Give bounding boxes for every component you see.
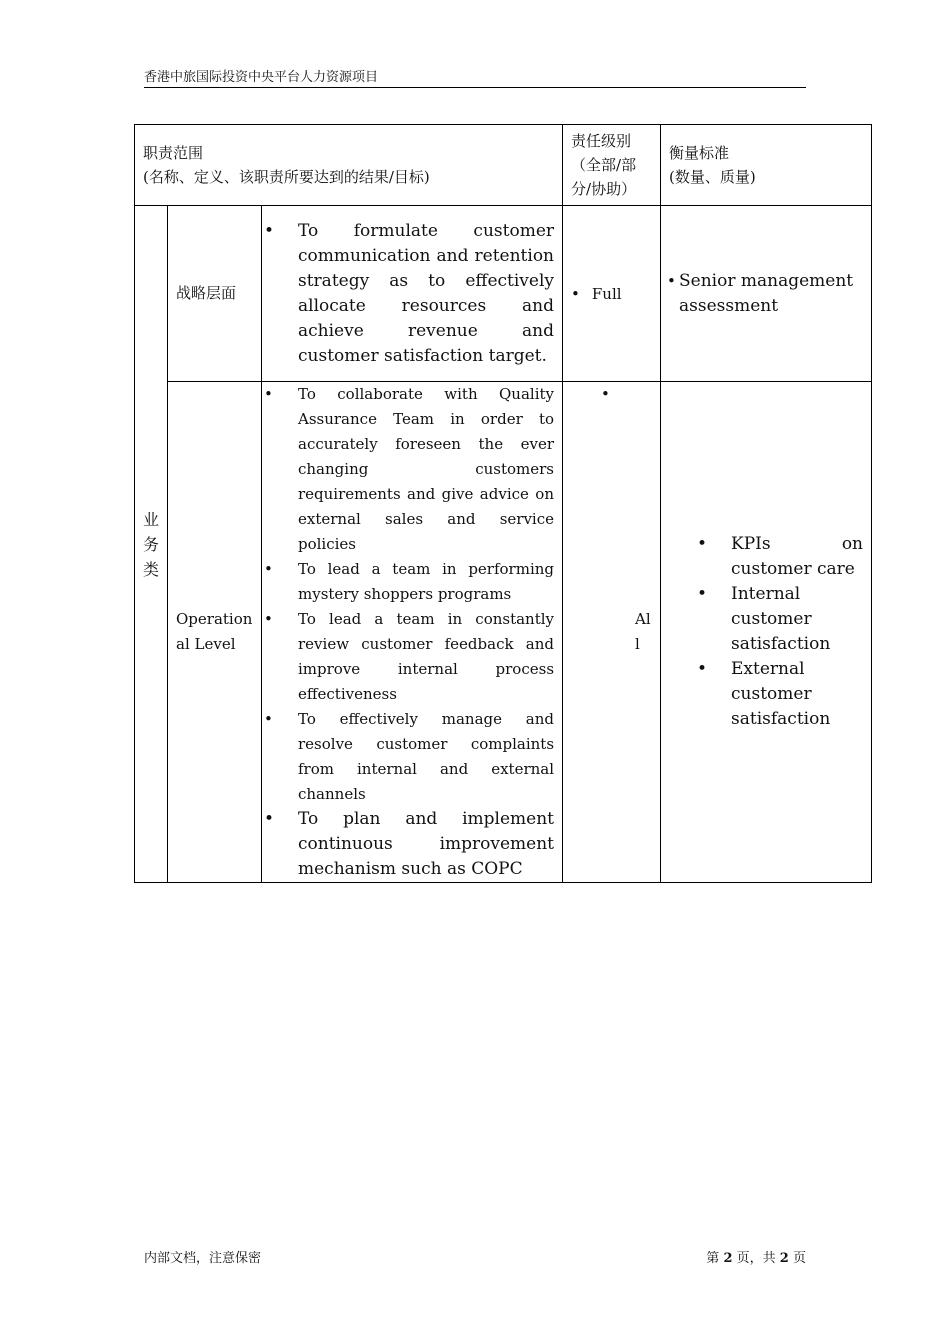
level-cell — [563, 382, 661, 883]
subcategory-label: 战略层面 — [176, 284, 237, 302]
level-header-line3: 分/协助） — [571, 180, 637, 198]
confidential-notice: 内部文档，注意保密 — [144, 1251, 262, 1266]
duties-list — [262, 382, 562, 882]
scope-header — [135, 125, 563, 206]
category-cell — [135, 206, 168, 883]
table-row — [135, 206, 872, 382]
criteria-header-title: 衡量标准 — [669, 144, 730, 162]
duties-cell — [262, 206, 563, 382]
page-header — [144, 66, 806, 88]
list-item: • To formulate customer communication and retention strategy as to effectively allocate resources and achieve revenue and customer satisfaction target. — [298, 219, 554, 369]
duties-list — [262, 219, 562, 369]
subcategory-strategic — [168, 206, 262, 382]
level-value: All — [635, 610, 651, 653]
page-number — [706, 1247, 806, 1266]
subcategory-operational — [168, 382, 262, 883]
bullet-icon: • — [601, 385, 610, 403]
list-item: • To collaborate with Quality Assurance Team in order to accurately foreseen the ever changing customers requirements and give advice on external sales and service policies — [298, 382, 554, 557]
bullet-icon: • — [571, 284, 580, 303]
list-item: • KPIs on customer care — [731, 532, 863, 582]
scope-header-title: 职责范围 — [143, 144, 204, 162]
criteria-header — [661, 125, 872, 206]
page-suffix: 页 — [792, 1251, 806, 1266]
table-header-row — [135, 125, 872, 206]
page-current: 2 — [723, 1251, 733, 1266]
level-value: Full — [591, 284, 622, 303]
list-item: • To lead a team in constantly review customer feedback and improve internal process effectiveness — [298, 607, 554, 707]
page-total: 2 — [779, 1251, 789, 1266]
list-item: • To lead a team in performing mystery shoppers programs — [298, 557, 554, 607]
level-header — [563, 125, 661, 206]
scope-header-subtitle: (名称、定义、该职责所要达到的结果/目标) — [143, 168, 430, 186]
category-char: 类 — [142, 559, 159, 579]
page-prefix: 第 — [706, 1251, 720, 1266]
list-item: • To plan and implement continuous improvement mechanism such as COPC — [298, 807, 554, 882]
list-item: • External customer satisfaction — [731, 657, 863, 732]
page-mid: 页，共 — [736, 1251, 776, 1266]
criteria-cell — [661, 382, 872, 883]
footer-confidential — [144, 1247, 261, 1266]
level-header-line2: （全部/部 — [571, 156, 637, 174]
level-header-line1: 责任级别 — [571, 132, 632, 150]
table-row — [135, 382, 872, 883]
duties-cell — [262, 382, 563, 883]
level-cell — [563, 206, 661, 382]
list-item: • To effectively manage and resolve customer complaints from internal and external channels — [298, 707, 554, 807]
category-char: 业 — [142, 509, 159, 529]
criteria-list — [661, 532, 871, 732]
list-item: • Internal customer satisfaction — [731, 582, 863, 657]
list-item: • Senior management assessment — [667, 269, 871, 319]
criteria-header-subtitle: (数量、质量) — [669, 168, 756, 186]
header-title: 香港中旅国际投资中央平台人力资源项目 — [144, 70, 379, 85]
responsibility-table — [134, 124, 872, 883]
criteria-cell — [661, 206, 872, 382]
category-char: 务 — [142, 534, 159, 554]
subcategory-label: Operational Level — [176, 610, 253, 653]
